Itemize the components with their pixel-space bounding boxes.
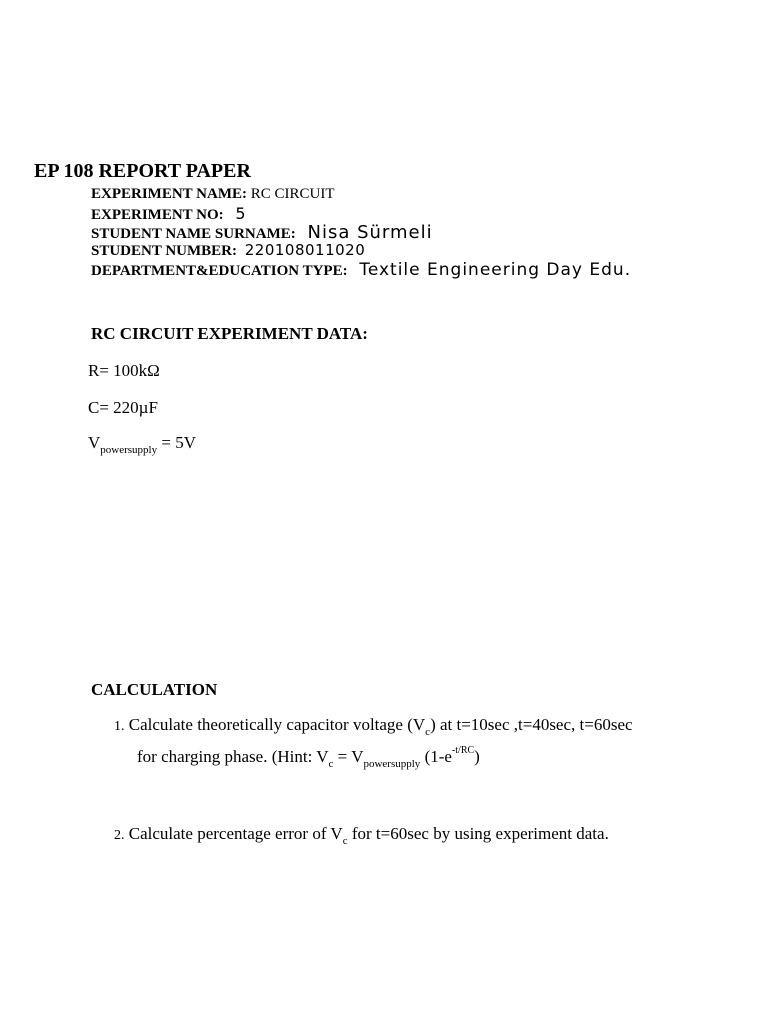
question-2 (114, 824, 609, 847)
student-number-label: STUDENT NUMBER: (91, 243, 237, 259)
hint-superscript: -t/RC (451, 745, 475, 756)
voltage-supply-value (88, 433, 196, 456)
department-value: Textile Engineering Day Edu. (359, 260, 632, 280)
capacitance-value: C= 220µF (88, 398, 158, 417)
experiment-name-value: RC CIRCUIT (250, 186, 335, 202)
experiment-no-value: 5 (235, 204, 247, 223)
department-row (91, 260, 631, 280)
student-number-value: 220108011020 (244, 241, 366, 259)
hint-text-a: for charging phase. (Hint: V (137, 747, 329, 766)
question-1-line-2 (137, 745, 480, 770)
question-1-text-b: ) at t=10sec ,t=40sec, t=60sec (430, 715, 633, 734)
question-1-subscript: c (425, 726, 431, 738)
experiment-name-row (91, 186, 335, 203)
experiment-no-row (91, 204, 247, 224)
voltage-subscript: powersupply (100, 444, 158, 456)
student-name-label: STUDENT NAME SURNAME: (91, 226, 296, 242)
resistance-value: R= 100kΩ (88, 361, 160, 380)
voltage-value: = 5V (157, 433, 196, 452)
hint-text-d: ) (474, 747, 480, 766)
question-2-text-a: Calculate percentage error of V (128, 824, 343, 843)
question-1-text-a: Calculate theoretically capacitor voltage (V (128, 715, 426, 734)
student-name-row (91, 222, 433, 243)
calculation-heading: CALCULATION (91, 680, 218, 699)
question-2-subscript: c (342, 835, 348, 847)
student-number-row (91, 241, 365, 260)
hint-subscript-c: c (328, 758, 334, 770)
question-1-number: 1. (114, 719, 125, 734)
question-2-text-b: for t=60sec by using experiment data. (347, 824, 609, 843)
hint-text-c: (1-e (420, 747, 452, 766)
experiment-data-heading: RC CIRCUIT EXPERIMENT DATA: (91, 324, 368, 343)
question-1-line-1 (114, 715, 633, 738)
voltage-symbol: V (88, 433, 101, 452)
student-name-value: Nisa Sürmeli (307, 222, 433, 243)
question-2-number: 2. (114, 828, 125, 843)
page-title: EP 108 REPORT PAPER (34, 160, 251, 182)
hint-subscript-powersupply: powersupply (363, 758, 421, 770)
experiment-no-label: EXPERIMENT NO: (91, 207, 224, 223)
hint-text-b: = V (333, 747, 364, 766)
experiment-name-label: EXPERIMENT NAME: (91, 186, 247, 202)
department-label: DEPARTMENT&EDUCATION TYPE: (91, 263, 348, 279)
